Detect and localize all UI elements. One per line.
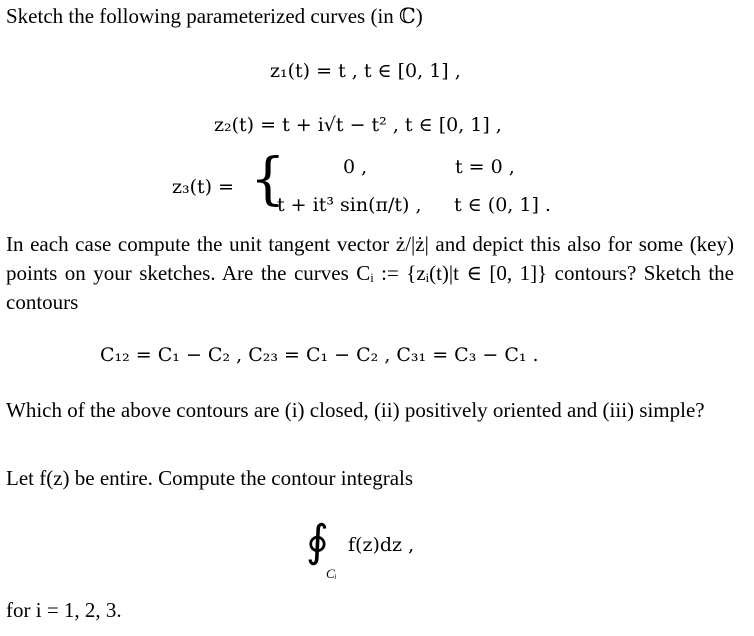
integral-prompt: Let f(z) be entire. Compute the contour integrals <box>6 466 414 490</box>
index-range: for i = 1, 2, 3. <box>6 598 122 622</box>
case-brace: { <box>250 147 286 212</box>
equation-z2: z₂(t) = t + i√t − t² , t ∈ [0, 1] , <box>214 114 502 136</box>
integral-subscript: Cᵢ <box>326 566 337 581</box>
contour-definitions: C₁₂ = C₁ − C₂ , C₂₃ = C₁ − C₂ , C₃₁ = C₃ − C₁ . <box>100 344 539 366</box>
tangent-paragraph: In each case compute the unit tangent vector ż/|ż| and depict this also for some (key) points on your sketches. Are the curves Cᵢ := {zᵢ(t)|t ∈ [0, 1]} contours? Sketch the contours <box>6 232 734 314</box>
equation-z3-lhs: z₃(t) = <box>172 176 235 198</box>
question-paragraph: Which of the above contours are (i) closed, (ii) positively oriented and (iii) simple? <box>6 398 705 422</box>
case1-value: 0 , <box>343 156 368 178</box>
intro-text: Sketch the following parameterized curves (in ℂ) <box>6 4 423 28</box>
equation-z1: z₁(t) = t , t ∈ [0, 1] , <box>270 60 461 82</box>
case1-condition: t = 0 , <box>455 156 515 178</box>
case2-value: t + it³ sin(π/t) , <box>277 194 422 216</box>
contour-integral-symbol: ∮ <box>306 516 329 567</box>
integrand: f(z)dz , <box>348 534 415 556</box>
case2-condition: t ∈ (0, 1] . <box>454 194 551 216</box>
